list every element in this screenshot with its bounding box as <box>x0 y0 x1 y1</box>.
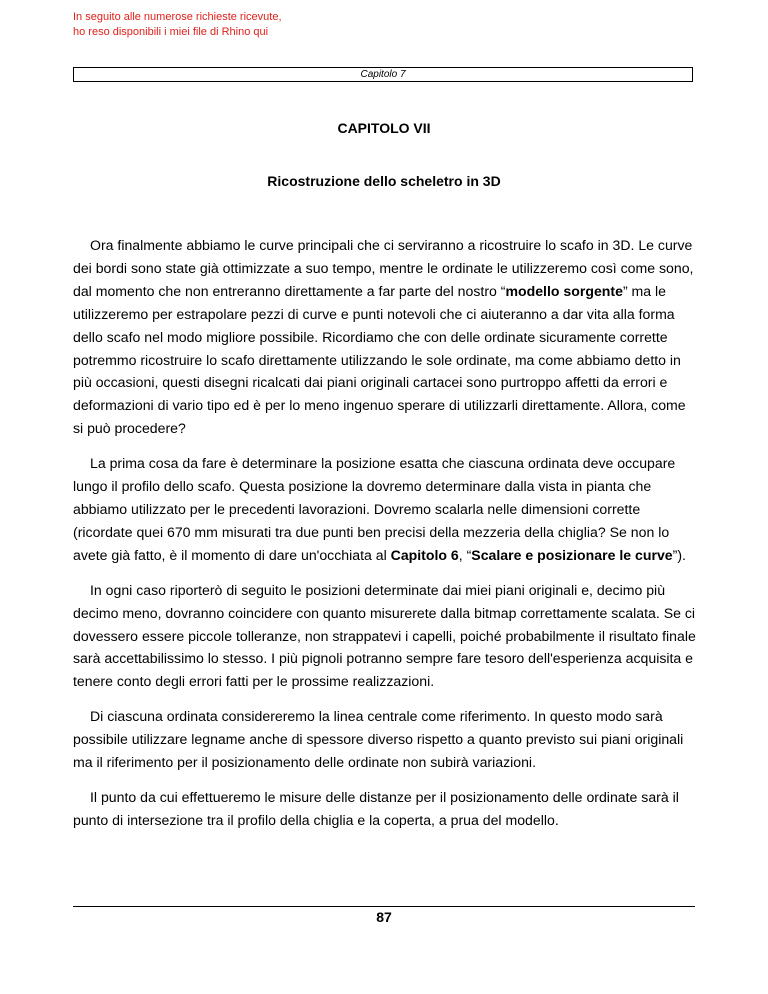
paragraph-2-bold-2: Scalare e posizionare le curve <box>471 546 673 563</box>
paragraph-3: In ogni caso riporterò di seguito le posizioni determinate dai miei piani originali e, decimo più decimo meno, dovranno coincidere con quanto misurerete dalla bitmap correttamente scalata. Se ci dovessero essere piccole tolleranze, non strappatevi i capelli, poiché probabilmente il risultato finale sarà accettabilissimo lo stesso. I più pignoli potranno sempre fare tesoro dell'esperienza acquisita e tenere conto degli errori fatti per le prossime realizzazioni. <box>73 581 696 690</box>
paragraph-1-bold: modello sorgente <box>505 282 623 299</box>
footer-divider <box>73 906 695 907</box>
paragraph-1 <box>73 234 698 440</box>
paragraph-2-text-c: ”). <box>672 546 686 563</box>
paragraph-2-text-b: , “ <box>458 546 472 563</box>
chapter-subtitle: Ricostruzione dello scheletro in 3D <box>267 173 501 189</box>
notice-line-2: ho reso disponibili i miei file di Rhino qui <box>73 26 269 38</box>
paragraph-2-text-a: La prima cosa da fare è determinare la posizione esatta che ciascuna ordinata deve occupare lungo il profilo dello scafo. Questa posizione la dovremo determinare dalla vista in pianta che abbiamo utilizzato per le precedenti lavorazioni. Dovremo scalarla nelle dimensioni corrette (ricordate quei 670 mm misurati tra due punti ben precisi della mezzeria della chiglia? Se non lo avete già fatto, è il momento di dare un'occhiata al <box>73 455 676 563</box>
paragraph-5: Il punto da cui effettueremo le misure delle distanze per il posizionamento delle ordinate sarà il punto di intersezione tra il profilo della chiglia e la coperta, a prua del modello. <box>73 788 679 828</box>
body-text <box>73 234 698 844</box>
paragraph-2-bold-1: Capitolo 6 <box>390 546 459 563</box>
paragraph-1-text-a: Ora finalmente abbiamo le curve principali che ci serviranno a ricostruire lo scafo in 3D. Le curve dei bordi sono state già ottimizzate a suo tempo, mentre le ordinate le utilizzeremo così come sono, dal momento che non entreranno direttamente a far parte del nostro “ <box>73 237 694 299</box>
paragraph-2 <box>73 452 698 567</box>
running-header: Capitolo 7 <box>73 67 693 82</box>
page-number: 87 <box>376 909 392 925</box>
rhino-files-notice[interactable] <box>73 10 282 40</box>
notice-line-1: In seguito alle numerose richieste ricevute, <box>73 11 282 23</box>
paragraph-1-text-b: ” ma le utilizzeremo per estrapolare pezzi di curve e punti notevoli che ci aiuteranno a dar vita alla forma dello scafo nel modo migliore possibile. Ricordiamo che con delle ordinate sicuramente corrette potremmo ricostruire lo scafo direttamente utilizzando le sole ordinate, ma come abbiamo detto in più occasioni, questi disegni ricalcati dai piani originali cartacei sono purtroppo affetti da errori e deformazioni di vario tipo ed è per lo meno ingenuo sperare di utilizzarli direttamente. Allora, come si può procedere? <box>73 282 686 437</box>
paragraph-4: Di ciascuna ordinata considereremo la linea centrale come riferimento. In questo modo sarà possibile utilizzare legname anche di spessore diverso rispetto a quanto previsto sui piani originali ma il riferimento per il posizionamento delle ordinate non subirà variazioni. <box>73 708 684 771</box>
chapter-title: CAPITOLO VII <box>337 120 431 136</box>
